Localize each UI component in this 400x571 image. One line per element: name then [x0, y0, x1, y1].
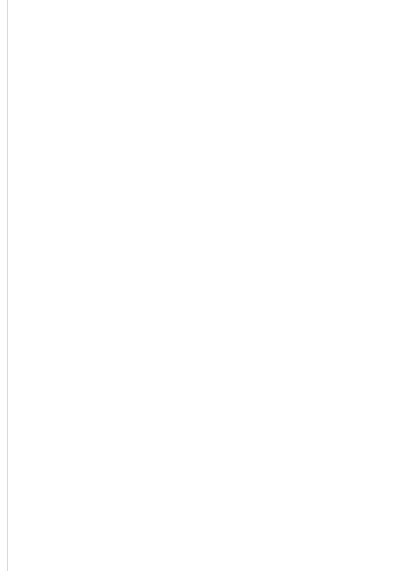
lower-text-block: [8, 300, 392, 562]
upper-text-block: [8, 10, 392, 292]
